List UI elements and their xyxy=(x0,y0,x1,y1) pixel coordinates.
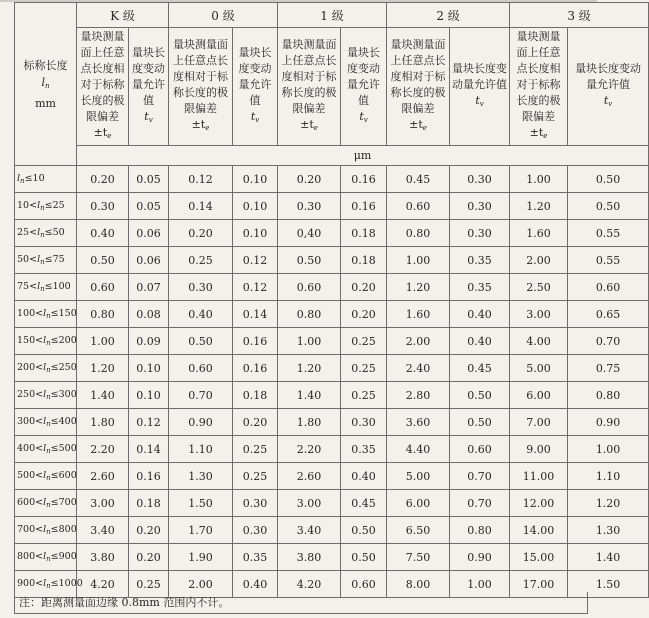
column-description-row xyxy=(15,28,649,146)
value-cell: 0.45 xyxy=(341,490,387,517)
value-cell: 0.40 xyxy=(450,328,510,355)
length-range-cell: $10<l_n\le 25$ xyxy=(15,193,77,220)
te-symbol: $\pm t_e$ xyxy=(409,118,427,132)
tv-description: 量块长度变动量允许值 xyxy=(347,46,381,107)
value-cell: 0.40 xyxy=(169,301,233,328)
tv-symbol: $t_v$ xyxy=(475,94,484,108)
value-cell: 0.14 xyxy=(129,436,169,463)
value-cell: 0.09 xyxy=(129,328,169,355)
value-cell: 1.00 xyxy=(278,328,341,355)
value-cell: 0.50 xyxy=(568,193,649,220)
value-cell: 7.00 xyxy=(510,409,568,436)
table-row xyxy=(15,544,649,571)
value-cell: 0.75 xyxy=(568,355,649,382)
grade-3-header: 3 级 xyxy=(510,3,649,28)
value-cell: 0.90 xyxy=(450,544,510,571)
value-cell: 1.80 xyxy=(278,409,341,436)
tv-symbol: $t_v$ xyxy=(250,110,260,124)
value-cell: 5.00 xyxy=(510,355,568,382)
value-cell: 2.80 xyxy=(387,382,450,409)
value-cell: 0.50 xyxy=(450,409,510,436)
table-row xyxy=(15,517,649,544)
value-cell: 1.00 xyxy=(450,571,510,598)
value-cell: 0.14 xyxy=(169,193,233,220)
length-range-cell: $400<l_n\le 500$ xyxy=(15,436,77,463)
value-cell: 0.60 xyxy=(387,193,450,220)
tv-column-header xyxy=(341,28,387,146)
table-row xyxy=(15,409,649,436)
value-cell: 0.30 xyxy=(233,490,278,517)
value-cell: 0.55 xyxy=(568,247,649,274)
value-cell: 2.20 xyxy=(77,436,129,463)
value-cell: 0,40 xyxy=(278,220,341,247)
value-cell: 1.20 xyxy=(510,193,568,220)
table-row xyxy=(15,220,649,247)
value-cell: 0.35 xyxy=(233,544,278,571)
value-cell: 15.00 xyxy=(510,544,568,571)
value-cell: 0.50 xyxy=(278,247,341,274)
value-cell: 0.10 xyxy=(233,220,278,247)
value-cell: 0.30 xyxy=(77,193,129,220)
value-cell: 0.35 xyxy=(450,274,510,301)
te-symbol: $\pm t_e$ xyxy=(191,118,210,132)
length-range-cell: $75<l_n\le 100$ xyxy=(15,274,77,301)
value-cell: 1.20 xyxy=(278,355,341,382)
te-description: 量块测量面上任意点长度相对于标称长度的极限偏差 xyxy=(516,30,561,123)
te-column-header xyxy=(278,28,341,146)
value-cell: 1.40 xyxy=(568,544,649,571)
value-cell: 0.70 xyxy=(450,490,510,517)
value-cell: 14.00 xyxy=(510,517,568,544)
value-cell: 3.40 xyxy=(77,517,129,544)
length-range-cell: $50<l_n\le 75$ xyxy=(15,247,77,274)
table-row xyxy=(15,463,649,490)
value-cell: 0.20 xyxy=(129,517,169,544)
length-range-cell: $300<l_n\le 400$ xyxy=(15,409,77,436)
value-cell: 0.30 xyxy=(450,193,510,220)
value-cell: 0.60 xyxy=(169,355,233,382)
value-cell: 0.55 xyxy=(568,220,649,247)
value-cell: 0.40 xyxy=(233,571,278,598)
length-label: 标称长度 xyxy=(23,58,68,72)
tv-column-header xyxy=(450,28,510,146)
value-cell: 0.50 xyxy=(341,517,387,544)
te-description: 量块测量面上任意点长度相对于标称长度的极限偏差 xyxy=(80,30,125,123)
grade-k-header: K 级 xyxy=(77,3,169,28)
value-cell: 5.00 xyxy=(387,463,450,490)
value-cell: 0.60 xyxy=(278,274,341,301)
tv-symbol: $t_v$ xyxy=(359,110,368,124)
tv-column-header xyxy=(233,28,278,146)
te-symbol: $\pm t_e$ xyxy=(529,126,548,140)
value-cell: 4.00 xyxy=(510,328,568,355)
value-cell: 1.90 xyxy=(169,544,233,571)
table-row xyxy=(15,247,649,274)
value-cell: 1.00 xyxy=(387,247,450,274)
tv-column-header xyxy=(129,28,169,146)
tv-symbol: $t_v$ xyxy=(603,94,613,108)
value-cell: 0.20 xyxy=(233,409,278,436)
value-cell: 0.45 xyxy=(387,166,450,193)
value-cell: 1.00 xyxy=(568,436,649,463)
value-cell: 1.70 xyxy=(169,517,233,544)
value-cell: 0.50 xyxy=(341,544,387,571)
value-cell: 6.50 xyxy=(387,517,450,544)
value-cell: 2.00 xyxy=(169,571,233,598)
length-range-cell: $600<l_n\le 700$ xyxy=(15,490,77,517)
te-description: 量块测量面上任意点长度相对于标称长度的极限偏差 xyxy=(173,38,228,115)
table-row xyxy=(15,193,649,220)
length-range-cell: $l_n\le 10$ xyxy=(15,166,77,193)
value-cell: 0.40 xyxy=(77,220,129,247)
value-cell: 1.10 xyxy=(169,436,233,463)
gauge-block-tolerance-table xyxy=(14,2,649,598)
value-cell: 0.16 xyxy=(341,193,387,220)
value-cell: 1.10 xyxy=(568,463,649,490)
value-cell: 0.18 xyxy=(233,382,278,409)
grade-header-row xyxy=(15,3,649,28)
te-symbol: $\pm t_e$ xyxy=(93,126,112,140)
grade-0-header: 0 级 xyxy=(169,3,278,28)
te-column-header xyxy=(169,28,233,146)
value-cell: 0.80 xyxy=(278,301,341,328)
value-cell: 8.00 xyxy=(387,571,450,598)
value-cell: 3.00 xyxy=(77,490,129,517)
value-cell: 0.80 xyxy=(568,382,649,409)
length-unit: mm xyxy=(35,96,56,110)
value-cell: 3.80 xyxy=(77,544,129,571)
value-cell: 0.25 xyxy=(341,328,387,355)
value-cell: 0.10 xyxy=(129,382,169,409)
value-cell: 4.40 xyxy=(387,436,450,463)
value-cell: 0.05 xyxy=(129,166,169,193)
table-body xyxy=(15,166,649,598)
length-column-header xyxy=(15,3,77,166)
value-cell: 0.50 xyxy=(568,166,649,193)
table-row xyxy=(15,436,649,463)
value-cell: 0.35 xyxy=(450,247,510,274)
value-cell: 11.00 xyxy=(510,463,568,490)
value-cell: 0.25 xyxy=(341,382,387,409)
tv-description: 量块长度变动量允许值 xyxy=(452,62,508,91)
value-cell: 0.60 xyxy=(77,274,129,301)
grade-2-header: 2 级 xyxy=(387,3,510,28)
value-cell: 0.16 xyxy=(233,328,278,355)
table-row xyxy=(15,328,649,355)
te-symbol: $\pm t_e$ xyxy=(300,118,318,132)
tv-description: 量块长度变动量允许值 xyxy=(575,62,642,91)
unit-label: μm xyxy=(77,146,649,166)
value-cell: 9.00 xyxy=(510,436,568,463)
te-description: 量块测量面上任意点长度相对于标称长度的极限偏差 xyxy=(390,38,446,115)
value-cell: 0.80 xyxy=(77,301,129,328)
value-cell: 4.20 xyxy=(278,571,341,598)
value-cell: 0.30 xyxy=(233,517,278,544)
value-cell: 0.90 xyxy=(169,409,233,436)
value-cell: 2.50 xyxy=(510,274,568,301)
value-cell: 0.60 xyxy=(341,571,387,598)
value-cell: 0.80 xyxy=(387,220,450,247)
value-cell: 4.20 xyxy=(77,571,129,598)
value-cell: 0.25 xyxy=(233,436,278,463)
grade-1-header: 1 级 xyxy=(278,3,387,28)
value-cell: 1.20 xyxy=(568,490,649,517)
value-cell: 0.12 xyxy=(233,247,278,274)
value-cell: 3.80 xyxy=(278,544,341,571)
value-cell: 0.08 xyxy=(129,301,169,328)
value-cell: 0.20 xyxy=(341,274,387,301)
value-cell: 3.00 xyxy=(278,490,341,517)
length-range-cell: $100<l_n\le 150$ xyxy=(15,301,77,328)
value-cell: 1.60 xyxy=(387,301,450,328)
table-row xyxy=(15,274,649,301)
value-cell: 0.18 xyxy=(341,247,387,274)
tv-description: 量块长度变动量允许值 xyxy=(132,46,165,107)
value-cell: 0.12 xyxy=(233,274,278,301)
value-cell: 1.30 xyxy=(568,517,649,544)
value-cell: 2.00 xyxy=(510,247,568,274)
value-cell: 2.40 xyxy=(387,355,450,382)
value-cell: 0.60 xyxy=(568,274,649,301)
value-cell: 0.16 xyxy=(341,166,387,193)
value-cell: 6.00 xyxy=(387,490,450,517)
value-cell: 0.45 xyxy=(450,355,510,382)
value-cell: 2.60 xyxy=(278,463,341,490)
value-cell: 0.65 xyxy=(568,301,649,328)
value-cell: 2.00 xyxy=(387,328,450,355)
tv-symbol: $t_v$ xyxy=(144,110,153,124)
length-symbol: $l_n$ xyxy=(41,75,50,90)
te-column-header xyxy=(77,28,129,146)
value-cell: 0.20 xyxy=(169,220,233,247)
value-cell: 0.10 xyxy=(233,193,278,220)
te-column-header xyxy=(387,28,450,146)
te-column-header xyxy=(510,28,568,146)
length-range-cell: $250<l_n\le 300$ xyxy=(15,382,77,409)
value-cell: 2.20 xyxy=(278,436,341,463)
value-cell: 0.18 xyxy=(341,220,387,247)
value-cell: 12.00 xyxy=(510,490,568,517)
value-cell: 0.16 xyxy=(129,463,169,490)
value-cell: 1.20 xyxy=(77,355,129,382)
value-cell: 0.30 xyxy=(169,274,233,301)
length-range-cell: $800<l_n\le 900$ xyxy=(15,544,77,571)
value-cell: 0.20 xyxy=(278,166,341,193)
value-cell: 6.00 xyxy=(510,382,568,409)
value-cell: 1.30 xyxy=(169,463,233,490)
value-cell: 0.30 xyxy=(450,220,510,247)
value-cell: 0.50 xyxy=(77,247,129,274)
value-cell: 0.50 xyxy=(169,328,233,355)
table-row xyxy=(15,355,649,382)
value-cell: 0.12 xyxy=(129,409,169,436)
value-cell: 0.16 xyxy=(233,355,278,382)
value-cell: 0.35 xyxy=(341,436,387,463)
value-cell: 0.40 xyxy=(341,463,387,490)
value-cell: 0.20 xyxy=(77,166,129,193)
value-cell: 1.40 xyxy=(77,382,129,409)
length-range-cell: $900<l_n\le 1000$ xyxy=(15,571,77,598)
value-cell: 1.80 xyxy=(77,409,129,436)
length-range-cell: $500<l_n\le 600$ xyxy=(15,463,77,490)
table-row xyxy=(15,382,649,409)
value-cell: 0.30 xyxy=(278,193,341,220)
value-cell: 0.70 xyxy=(169,382,233,409)
value-cell: 0.90 xyxy=(568,409,649,436)
unit-row xyxy=(15,146,649,166)
length-range-cell: $150<l_n\le 200$ xyxy=(15,328,77,355)
value-cell: 0.18 xyxy=(129,490,169,517)
value-cell: 3.40 xyxy=(278,517,341,544)
value-cell: 0.50 xyxy=(450,382,510,409)
value-cell: 0.25 xyxy=(233,463,278,490)
value-cell: 1.40 xyxy=(278,382,341,409)
value-cell: 0.80 xyxy=(450,517,510,544)
table-row xyxy=(15,490,649,517)
value-cell: 0.05 xyxy=(129,193,169,220)
value-cell: 0.20 xyxy=(129,544,169,571)
table-row xyxy=(15,166,649,193)
value-cell: 3.60 xyxy=(387,409,450,436)
value-cell: 1.60 xyxy=(510,220,568,247)
value-cell: 0.30 xyxy=(341,409,387,436)
value-cell: 0.10 xyxy=(233,166,278,193)
value-cell: 0.70 xyxy=(450,463,510,490)
value-cell: 1.20 xyxy=(387,274,450,301)
value-cell: 0.60 xyxy=(450,436,510,463)
value-cell: 0.30 xyxy=(450,166,510,193)
value-cell: 7.50 xyxy=(387,544,450,571)
value-cell: 0.25 xyxy=(341,355,387,382)
value-cell: 2.60 xyxy=(77,463,129,490)
length-range-cell: $700<l_n\le 800$ xyxy=(15,517,77,544)
value-cell: 0.06 xyxy=(129,220,169,247)
value-cell: 0.20 xyxy=(341,301,387,328)
value-cell: 0.25 xyxy=(169,247,233,274)
value-cell: 1.50 xyxy=(568,571,649,598)
value-cell: 0.10 xyxy=(129,355,169,382)
length-range-cell: $25<l_n\le 50$ xyxy=(15,220,77,247)
value-cell: 3.00 xyxy=(510,301,568,328)
tv-description: 量块长度变动量允许值 xyxy=(238,46,272,107)
tv-column-header xyxy=(568,28,649,146)
footnote: 注：距离测量面边缘 0.8mm 范围内不计。 xyxy=(14,592,588,614)
value-cell: 1.00 xyxy=(77,328,129,355)
length-range-cell: $200<l_n\le 250$ xyxy=(15,355,77,382)
value-cell: 0.70 xyxy=(568,328,649,355)
value-cell: 1.50 xyxy=(169,490,233,517)
value-cell: 1.00 xyxy=(510,166,568,193)
te-description: 量块测量面上任意点长度相对于标称长度的极限偏差 xyxy=(281,38,337,115)
value-cell: 0.07 xyxy=(129,274,169,301)
value-cell: 0.14 xyxy=(233,301,278,328)
value-cell: 0.40 xyxy=(450,301,510,328)
value-cell: 0.25 xyxy=(129,571,169,598)
value-cell: 17.00 xyxy=(510,571,568,598)
table-row xyxy=(15,301,649,328)
value-cell: 0.12 xyxy=(169,166,233,193)
value-cell: 0.06 xyxy=(129,247,169,274)
